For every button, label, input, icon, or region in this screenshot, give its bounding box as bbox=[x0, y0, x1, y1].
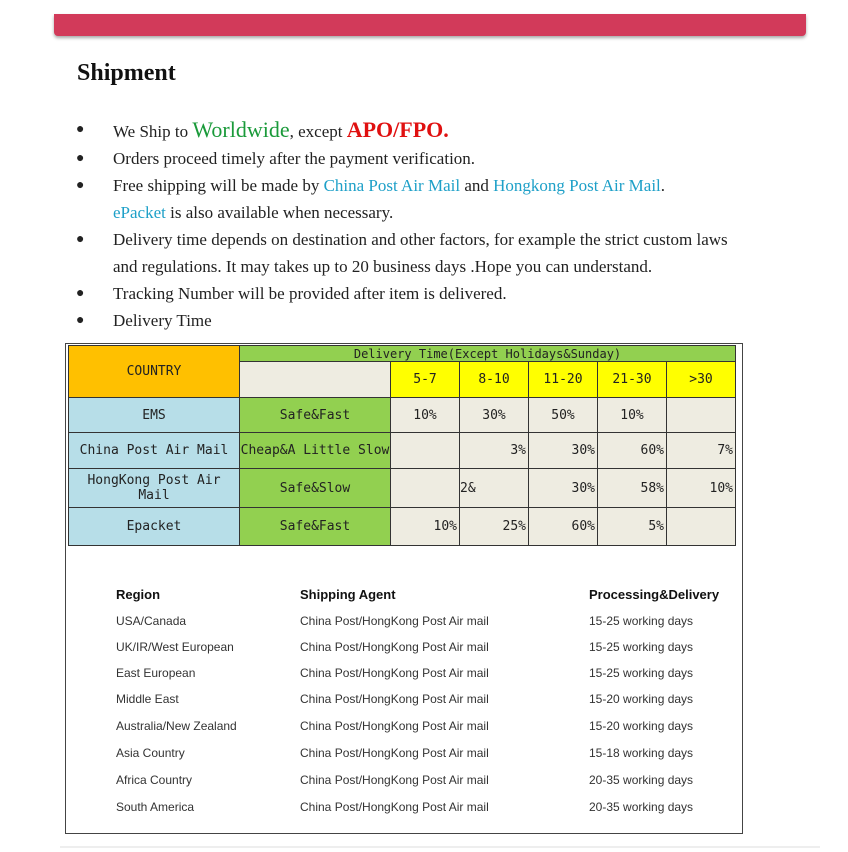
table-cell: 60% bbox=[598, 433, 667, 469]
range-header: 5-7 bbox=[391, 362, 460, 398]
region-cell: East European bbox=[116, 666, 196, 680]
carrier-speed: Safe&Slow bbox=[240, 469, 391, 508]
range-header: 8-10 bbox=[460, 362, 529, 398]
table-cell: 3% bbox=[460, 433, 529, 469]
delivery-time-header: Delivery Time(Except Holidays&Sunday) bbox=[240, 346, 736, 362]
bullet-text: Orders proceed timely after the payment verification. bbox=[113, 149, 476, 168]
table-cell bbox=[667, 508, 736, 546]
hongkong-post-link[interactable]: Hongkong Post Air Mail bbox=[493, 176, 661, 195]
epacket-link[interactable]: ePacket bbox=[113, 203, 166, 222]
bullet-icon: ● bbox=[76, 151, 85, 166]
apo-fpo-highlight: APO/FPO bbox=[346, 117, 444, 142]
region-cell: USA/Canada bbox=[116, 614, 187, 628]
china-post-link[interactable]: China Post Air Mail bbox=[323, 176, 461, 195]
agent-cell: China Post/HongKong Post Air mail bbox=[300, 640, 489, 654]
bullet-icon: ● bbox=[76, 178, 85, 193]
table-cell: 50% bbox=[529, 398, 598, 433]
list-item bbox=[76, 116, 756, 145]
delivery-time-table bbox=[68, 345, 736, 546]
bullet-icon: ● bbox=[76, 313, 85, 328]
list-item bbox=[76, 226, 756, 280]
table-cell: 10% bbox=[391, 398, 460, 433]
bullet-icon: ● bbox=[76, 122, 85, 137]
bullet-text: Tracking Number will be provided after item is delivered. bbox=[113, 284, 507, 303]
carrier-speed: Safe&Fast bbox=[240, 508, 391, 546]
table-cell: 60% bbox=[529, 508, 598, 546]
bullet-text: . bbox=[660, 176, 666, 195]
list-item bbox=[76, 280, 756, 307]
carrier-speed: Cheap&A Little Slow bbox=[240, 433, 391, 469]
delivery-header: Processing&Delivery bbox=[589, 587, 720, 602]
range-header: 21-30 bbox=[598, 362, 667, 398]
table-cell bbox=[240, 362, 391, 398]
range-header: >30 bbox=[667, 362, 736, 398]
list-item bbox=[76, 145, 756, 172]
agent-cell: China Post/HongKong Post Air mail bbox=[300, 773, 489, 787]
bullet-icon: ● bbox=[76, 232, 85, 247]
table-row bbox=[69, 508, 736, 546]
bullet-text: Free shipping will be made by bbox=[113, 176, 324, 195]
region-cell: UK/IR/West European bbox=[116, 640, 234, 654]
bullet-text: . bbox=[443, 117, 449, 142]
table-cell: 58% bbox=[598, 469, 667, 508]
agent-cell: China Post/HongKong Post Air mail bbox=[300, 719, 489, 733]
delivery-cell: 20-35 working days bbox=[589, 773, 694, 787]
bullet-text: Delivery Time bbox=[113, 311, 212, 330]
table-cell: 25% bbox=[460, 508, 529, 546]
table-cell: 7% bbox=[667, 433, 736, 469]
delivery-cell: 15-20 working days bbox=[589, 692, 694, 706]
shipping-panel bbox=[65, 343, 743, 834]
list-item bbox=[76, 307, 756, 334]
region-cell: Asia Country bbox=[116, 746, 185, 760]
table-row bbox=[69, 433, 736, 469]
table-cell: 30% bbox=[529, 469, 598, 508]
country-header: COUNTRY bbox=[69, 346, 240, 398]
divider bbox=[60, 846, 820, 848]
table-cell: 2& bbox=[460, 469, 529, 508]
table-cell bbox=[667, 398, 736, 433]
table-cell: 10% bbox=[391, 508, 460, 546]
table-cell bbox=[391, 433, 460, 469]
delivery-cell: 15-25 working days bbox=[589, 666, 694, 680]
carrier-speed: Safe&Fast bbox=[240, 398, 391, 433]
bullet-text: Delivery time depends on destination and other factors, for example the strict custom laws and regulations. It may takes up to 20 business days .Hope you can understand. bbox=[113, 230, 728, 276]
bullet-icon: ● bbox=[76, 286, 85, 301]
table-cell bbox=[391, 469, 460, 508]
table-cell: 30% bbox=[529, 433, 598, 469]
bullet-text: and bbox=[460, 176, 494, 195]
table-cell: 10% bbox=[598, 398, 667, 433]
top-banner bbox=[54, 14, 806, 36]
table-cell: 30% bbox=[460, 398, 529, 433]
table-cell: 10% bbox=[667, 469, 736, 508]
bullet-text: We Ship to bbox=[113, 122, 193, 141]
list-item bbox=[76, 172, 756, 226]
region-cell: Australia/New Zealand bbox=[116, 719, 237, 733]
agent-cell: China Post/HongKong Post Air mail bbox=[300, 614, 489, 628]
region-cell: Africa Country bbox=[116, 773, 193, 787]
table-cell: 5% bbox=[598, 508, 667, 546]
bullet-text: is also available when necessary. bbox=[165, 203, 394, 222]
delivery-cell: 15-20 working days bbox=[589, 719, 694, 733]
carrier-name: EMS bbox=[69, 398, 240, 433]
delivery-cell: 20-35 working days bbox=[589, 800, 694, 814]
agent-cell: China Post/HongKong Post Air mail bbox=[300, 800, 489, 814]
agent-cell: China Post/HongKong Post Air mail bbox=[300, 692, 489, 706]
delivery-cell: 15-25 working days bbox=[589, 614, 694, 628]
table-row bbox=[69, 469, 736, 508]
shipment-info-list bbox=[76, 116, 756, 334]
agent-cell: China Post/HongKong Post Air mail bbox=[300, 746, 489, 760]
region-cell: Middle East bbox=[116, 692, 179, 706]
delivery-cell: 15-25 working days bbox=[589, 640, 694, 654]
carrier-name: China Post Air Mail bbox=[69, 433, 240, 469]
page-title: Shipment bbox=[77, 60, 176, 86]
carrier-name: Epacket bbox=[69, 508, 240, 546]
delivery-cell: 15-18 working days bbox=[589, 746, 694, 760]
bullet-text: , except bbox=[289, 122, 347, 141]
range-header: 11-20 bbox=[529, 362, 598, 398]
carrier-name: HongKong Post Air Mail bbox=[69, 469, 240, 508]
agent-header: Shipping Agent bbox=[300, 587, 396, 602]
region-header: Region bbox=[116, 587, 161, 602]
region-cell: South America bbox=[116, 800, 195, 814]
table-row bbox=[69, 398, 736, 433]
worldwide-highlight: Worldwide bbox=[192, 117, 290, 142]
agent-cell: China Post/HongKong Post Air mail bbox=[300, 666, 489, 680]
